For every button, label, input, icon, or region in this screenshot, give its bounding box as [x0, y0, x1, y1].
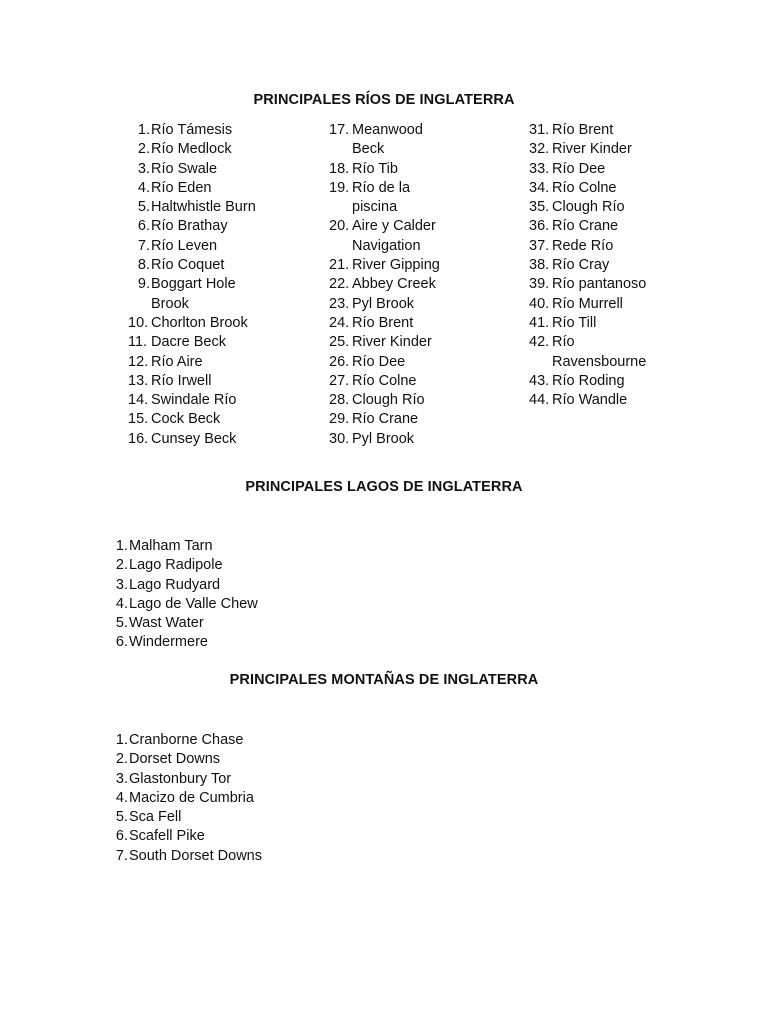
item-number: 7. [115, 847, 128, 864]
rivers-list-column-1 [128, 121, 293, 449]
list-item [529, 333, 652, 372]
item-number: 40. [529, 295, 550, 312]
item-number: 34. [529, 179, 550, 196]
item-number: 11. [128, 334, 148, 351]
item-text: Río Brathay [151, 218, 228, 235]
item-number: 4. [115, 789, 128, 806]
item-text: Río Ravensbourne [552, 334, 647, 370]
list-item [329, 333, 449, 352]
list-item [106, 847, 326, 866]
item-text: Río Coquet [151, 257, 225, 274]
item-text: Malham Tarn [129, 538, 213, 554]
item-number: 43. [529, 372, 550, 389]
list-item [329, 410, 449, 429]
mountains-heading: PRINCIPALES MONTAÑAS DE INGLATERRA [229, 672, 539, 688]
list-item [128, 160, 293, 179]
item-number: 12. [128, 353, 149, 370]
item-text: Río Medlock [151, 141, 232, 158]
list-item [529, 372, 664, 391]
item-number: 10. [128, 314, 149, 331]
item-text: Macizo de Cumbria [129, 789, 254, 806]
list-item [106, 556, 326, 575]
item-text: Lago Radipole [129, 557, 223, 574]
item-text: River Kinder [352, 334, 432, 351]
list-item [106, 808, 326, 827]
list-item [529, 160, 664, 179]
item-text: Río Brent [552, 122, 614, 138]
item-text: South Dorset Downs [129, 847, 262, 864]
list-item [529, 391, 664, 410]
item-text: Pyl Brook [352, 430, 415, 447]
list-item [529, 121, 664, 140]
list-item [106, 770, 326, 789]
list-item [106, 731, 326, 750]
item-text: Río Murrell [552, 295, 623, 312]
list-item [106, 750, 326, 769]
list-item [128, 237, 293, 256]
item-text: Río pantanoso [552, 276, 647, 293]
list-item [128, 353, 293, 372]
item-text: Río Eden [151, 179, 212, 196]
list-item [529, 217, 664, 236]
list-item [128, 256, 293, 275]
item-text: Río Crane [552, 218, 619, 235]
list-item [329, 160, 449, 179]
item-text: Lago de Valle Chew [129, 595, 258, 612]
item-text: Boggart Hole Brook [151, 276, 236, 312]
list-item [329, 179, 430, 218]
item-text: Cock Beck [151, 411, 221, 428]
item-number: 33. [529, 160, 550, 177]
item-number: 20. [329, 218, 350, 235]
item-number: 39. [529, 276, 550, 293]
item-text: Río Dee [352, 353, 406, 370]
list-item [128, 217, 293, 236]
item-number: 29. [329, 411, 350, 428]
item-number: 25. [329, 334, 350, 351]
list-item [106, 576, 326, 595]
item-number: 15. [128, 411, 149, 428]
item-number: 3. [137, 160, 150, 177]
lakes-heading: PRINCIPALES LAGOS DE INGLATERRA [245, 479, 523, 495]
list-item [106, 633, 326, 652]
item-text: Lago Rudyard [129, 576, 221, 593]
list-item [329, 217, 450, 256]
item-number: 7. [137, 237, 150, 254]
rivers-list-column-3 [529, 121, 664, 410]
item-text: Dorset Downs [129, 751, 221, 768]
list-item [529, 295, 664, 314]
list-item [106, 827, 326, 846]
item-text: Rede Río [552, 237, 614, 254]
item-text: Clough Río [352, 392, 425, 409]
item-number: 31. [529, 122, 550, 138]
item-number: 6. [115, 634, 128, 651]
item-text: Cunsey Beck [151, 430, 237, 447]
list-item [529, 314, 664, 333]
item-text: Río Dee [552, 160, 606, 177]
item-number: 19. [329, 179, 350, 196]
list-item [529, 198, 664, 217]
item-number: 13. [128, 372, 149, 389]
lakes-list [106, 537, 326, 653]
list-item [106, 537, 326, 556]
item-text: Meanwood Beck [352, 122, 423, 158]
list-item [128, 333, 293, 352]
rivers-heading: PRINCIPALES RÍOS DE INGLATERRA [253, 92, 515, 108]
item-number: 23. [329, 295, 350, 312]
item-number: 28. [329, 392, 350, 409]
item-number: 5. [115, 809, 128, 826]
list-item [529, 237, 664, 256]
item-text: Río Colne [552, 179, 617, 196]
item-text: Scafell Pike [129, 828, 205, 845]
item-number: 3. [115, 576, 128, 593]
list-item [128, 372, 293, 391]
item-number: 24. [329, 314, 350, 331]
item-number: 4. [137, 179, 150, 196]
item-text: River Gipping [352, 257, 440, 274]
rivers-list-column-2 [329, 121, 449, 449]
list-item [106, 789, 326, 808]
list-item [128, 179, 293, 198]
list-item [329, 372, 449, 391]
item-number: 16. [128, 430, 149, 447]
item-number: 6. [115, 828, 128, 845]
item-text: Aire y Calder Navigation [352, 218, 436, 254]
list-item [128, 430, 293, 449]
item-text: Sca Fell [129, 809, 182, 826]
item-text: Abbey Creek [352, 276, 436, 293]
item-text: Río Aire [151, 353, 203, 370]
item-text: Río Irwell [151, 372, 212, 389]
item-text: Río Tib [352, 160, 398, 177]
list-item [329, 391, 449, 410]
item-text: Haltwhistle Burn [151, 199, 256, 216]
list-item [106, 595, 326, 614]
item-number: 26. [329, 353, 350, 370]
item-number: 2. [137, 141, 150, 158]
item-text: Río Brent [352, 314, 414, 331]
item-text: Swindale Río [151, 392, 237, 409]
item-text: Windermere [129, 634, 208, 651]
item-number: 8. [137, 257, 150, 274]
item-text: Río Wandle [552, 392, 628, 409]
item-number: 6. [137, 218, 150, 235]
item-number: 1. [115, 732, 128, 748]
list-item [128, 198, 293, 217]
item-number: 1. [137, 122, 150, 138]
item-text: Río Crane [352, 411, 419, 428]
item-text: Chorlton Brook [151, 314, 248, 331]
item-number: 3. [115, 770, 128, 787]
item-text: Río Till [552, 314, 597, 331]
list-item [529, 179, 664, 198]
list-item [106, 614, 326, 633]
item-text: Río Cray [552, 257, 610, 274]
item-text: Río Roding [552, 372, 625, 389]
list-item [329, 121, 430, 160]
list-item [329, 353, 449, 372]
item-number: 21. [329, 257, 350, 274]
item-number: 2. [115, 751, 128, 768]
item-number: 30. [329, 430, 350, 447]
list-item [128, 314, 293, 333]
item-text: Río Leven [151, 237, 218, 254]
list-item [329, 295, 449, 314]
item-number: 4. [115, 595, 128, 612]
item-text: Dacre Beck [151, 334, 226, 351]
item-number: 44. [529, 392, 550, 409]
list-item [329, 430, 449, 449]
item-number: 38. [529, 257, 550, 274]
item-number: 37. [529, 237, 550, 254]
item-number: 36. [529, 218, 550, 235]
item-number: 9. [137, 276, 150, 293]
list-item [529, 256, 664, 275]
item-number: 2. [115, 557, 128, 574]
item-text: Río Colne [352, 372, 417, 389]
list-item [329, 275, 449, 294]
item-text: Cranborne Chase [129, 732, 244, 748]
list-item [329, 314, 449, 333]
item-number: 17. [329, 122, 350, 138]
item-number: 27. [329, 372, 350, 389]
list-item [329, 256, 449, 275]
item-number: 35. [529, 199, 550, 216]
list-item [529, 140, 664, 159]
item-number: 14. [128, 392, 149, 409]
list-item [128, 121, 293, 140]
list-item [529, 275, 664, 294]
item-number: 41. [529, 314, 550, 331]
list-item [128, 275, 263, 314]
list-item [128, 391, 293, 410]
list-item [128, 410, 293, 429]
item-number: 5. [137, 199, 150, 216]
item-number: 1. [115, 538, 128, 554]
item-text: Río Támesis [151, 122, 233, 138]
item-number: 22. [329, 276, 350, 293]
item-text: Río de la piscina [352, 179, 411, 216]
item-number: 32. [529, 141, 550, 158]
mountains-list [106, 731, 326, 866]
item-text: Río Swale [151, 160, 218, 177]
item-number: 5. [115, 615, 128, 632]
list-item [128, 140, 293, 159]
item-text: Wast Water [129, 615, 204, 632]
item-text: River Kinder [552, 141, 632, 158]
item-number: 18. [329, 160, 350, 177]
item-number: 42. [529, 334, 550, 351]
item-text: Pyl Brook [352, 295, 415, 312]
item-text: Clough Río [552, 199, 625, 216]
item-text: Glastonbury Tor [129, 770, 232, 787]
